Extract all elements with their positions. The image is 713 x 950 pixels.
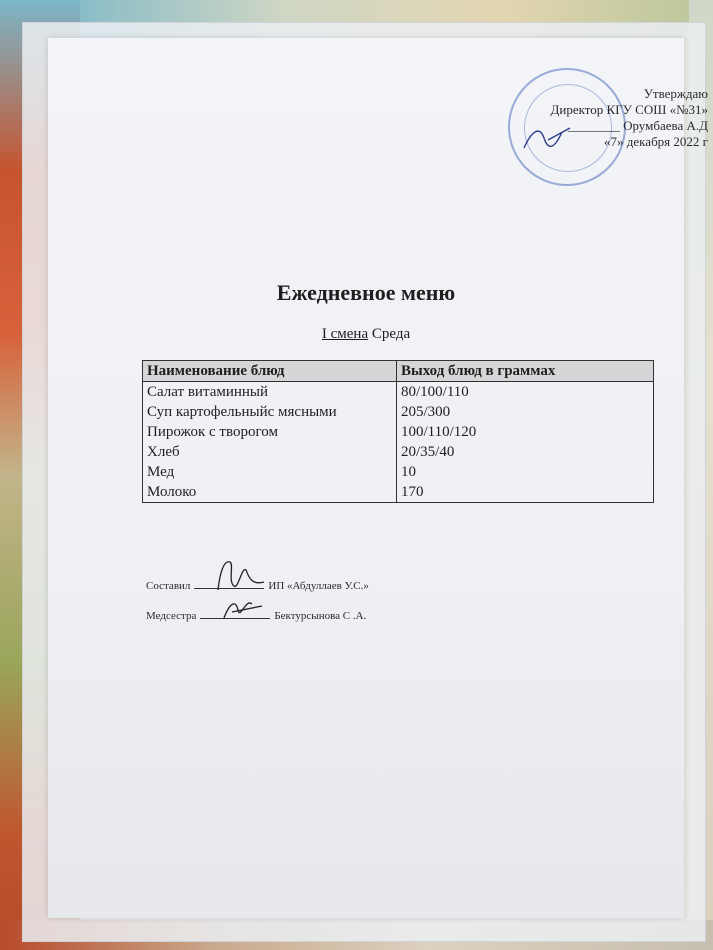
shift-subtitle — [48, 326, 684, 343]
approval-line-3: ________ Орумбаева А.Д — [567, 118, 708, 133]
menu-table — [142, 360, 654, 503]
dish-weight: 100/110/120 — [397, 422, 654, 442]
nurse-label: Медсестра — [146, 610, 197, 622]
director-signature — [518, 120, 578, 156]
header-dish-name: Наименование блюд — [143, 361, 397, 382]
menu-document — [48, 38, 708, 918]
dish-weight: 10 — [397, 462, 654, 482]
page-title: Ежедневное меню — [276, 280, 456, 305]
day-label: Среда — [371, 326, 411, 342]
table-row — [143, 422, 654, 442]
dish-name: Пирожок с творогом — [143, 422, 397, 442]
approval-line-2: Директор КГУ СОШ «№31» — [550, 102, 708, 117]
table-row — [143, 482, 654, 503]
dish-weight: 205/300 — [397, 402, 654, 422]
table-row — [143, 402, 654, 422]
dish-weight: 80/100/110 — [397, 382, 654, 403]
nurse-signature — [218, 594, 268, 626]
compiled-by-name: ИП «Абдуллаев У.С.» — [268, 580, 369, 592]
dish-name: Салат витаминный — [143, 382, 397, 403]
dish-name: Суп картофельныйс мясными — [143, 402, 397, 422]
table-row — [143, 442, 654, 462]
header-portion-weight: Выход блюд в граммах — [397, 361, 654, 382]
approval-line-1: Утверждаю — [643, 86, 708, 101]
dish-name: Мед — [143, 462, 397, 482]
dish-name: Хлеб — [143, 442, 397, 462]
nurse-name: Бектурсынова С .А. — [274, 610, 367, 622]
table-row — [143, 462, 654, 482]
table-row — [143, 382, 654, 403]
shift-label: I смена — [321, 326, 369, 342]
table-header-row — [143, 361, 654, 382]
dish-weight: 170 — [397, 482, 654, 503]
approval-line-4: «7» декабря 2022 г — [604, 134, 708, 149]
dish-weight: 20/35/40 — [397, 442, 654, 462]
dish-name: Молоко — [143, 482, 397, 503]
compiler-signature — [208, 556, 272, 596]
compiled-by-label: Составил — [146, 580, 191, 592]
